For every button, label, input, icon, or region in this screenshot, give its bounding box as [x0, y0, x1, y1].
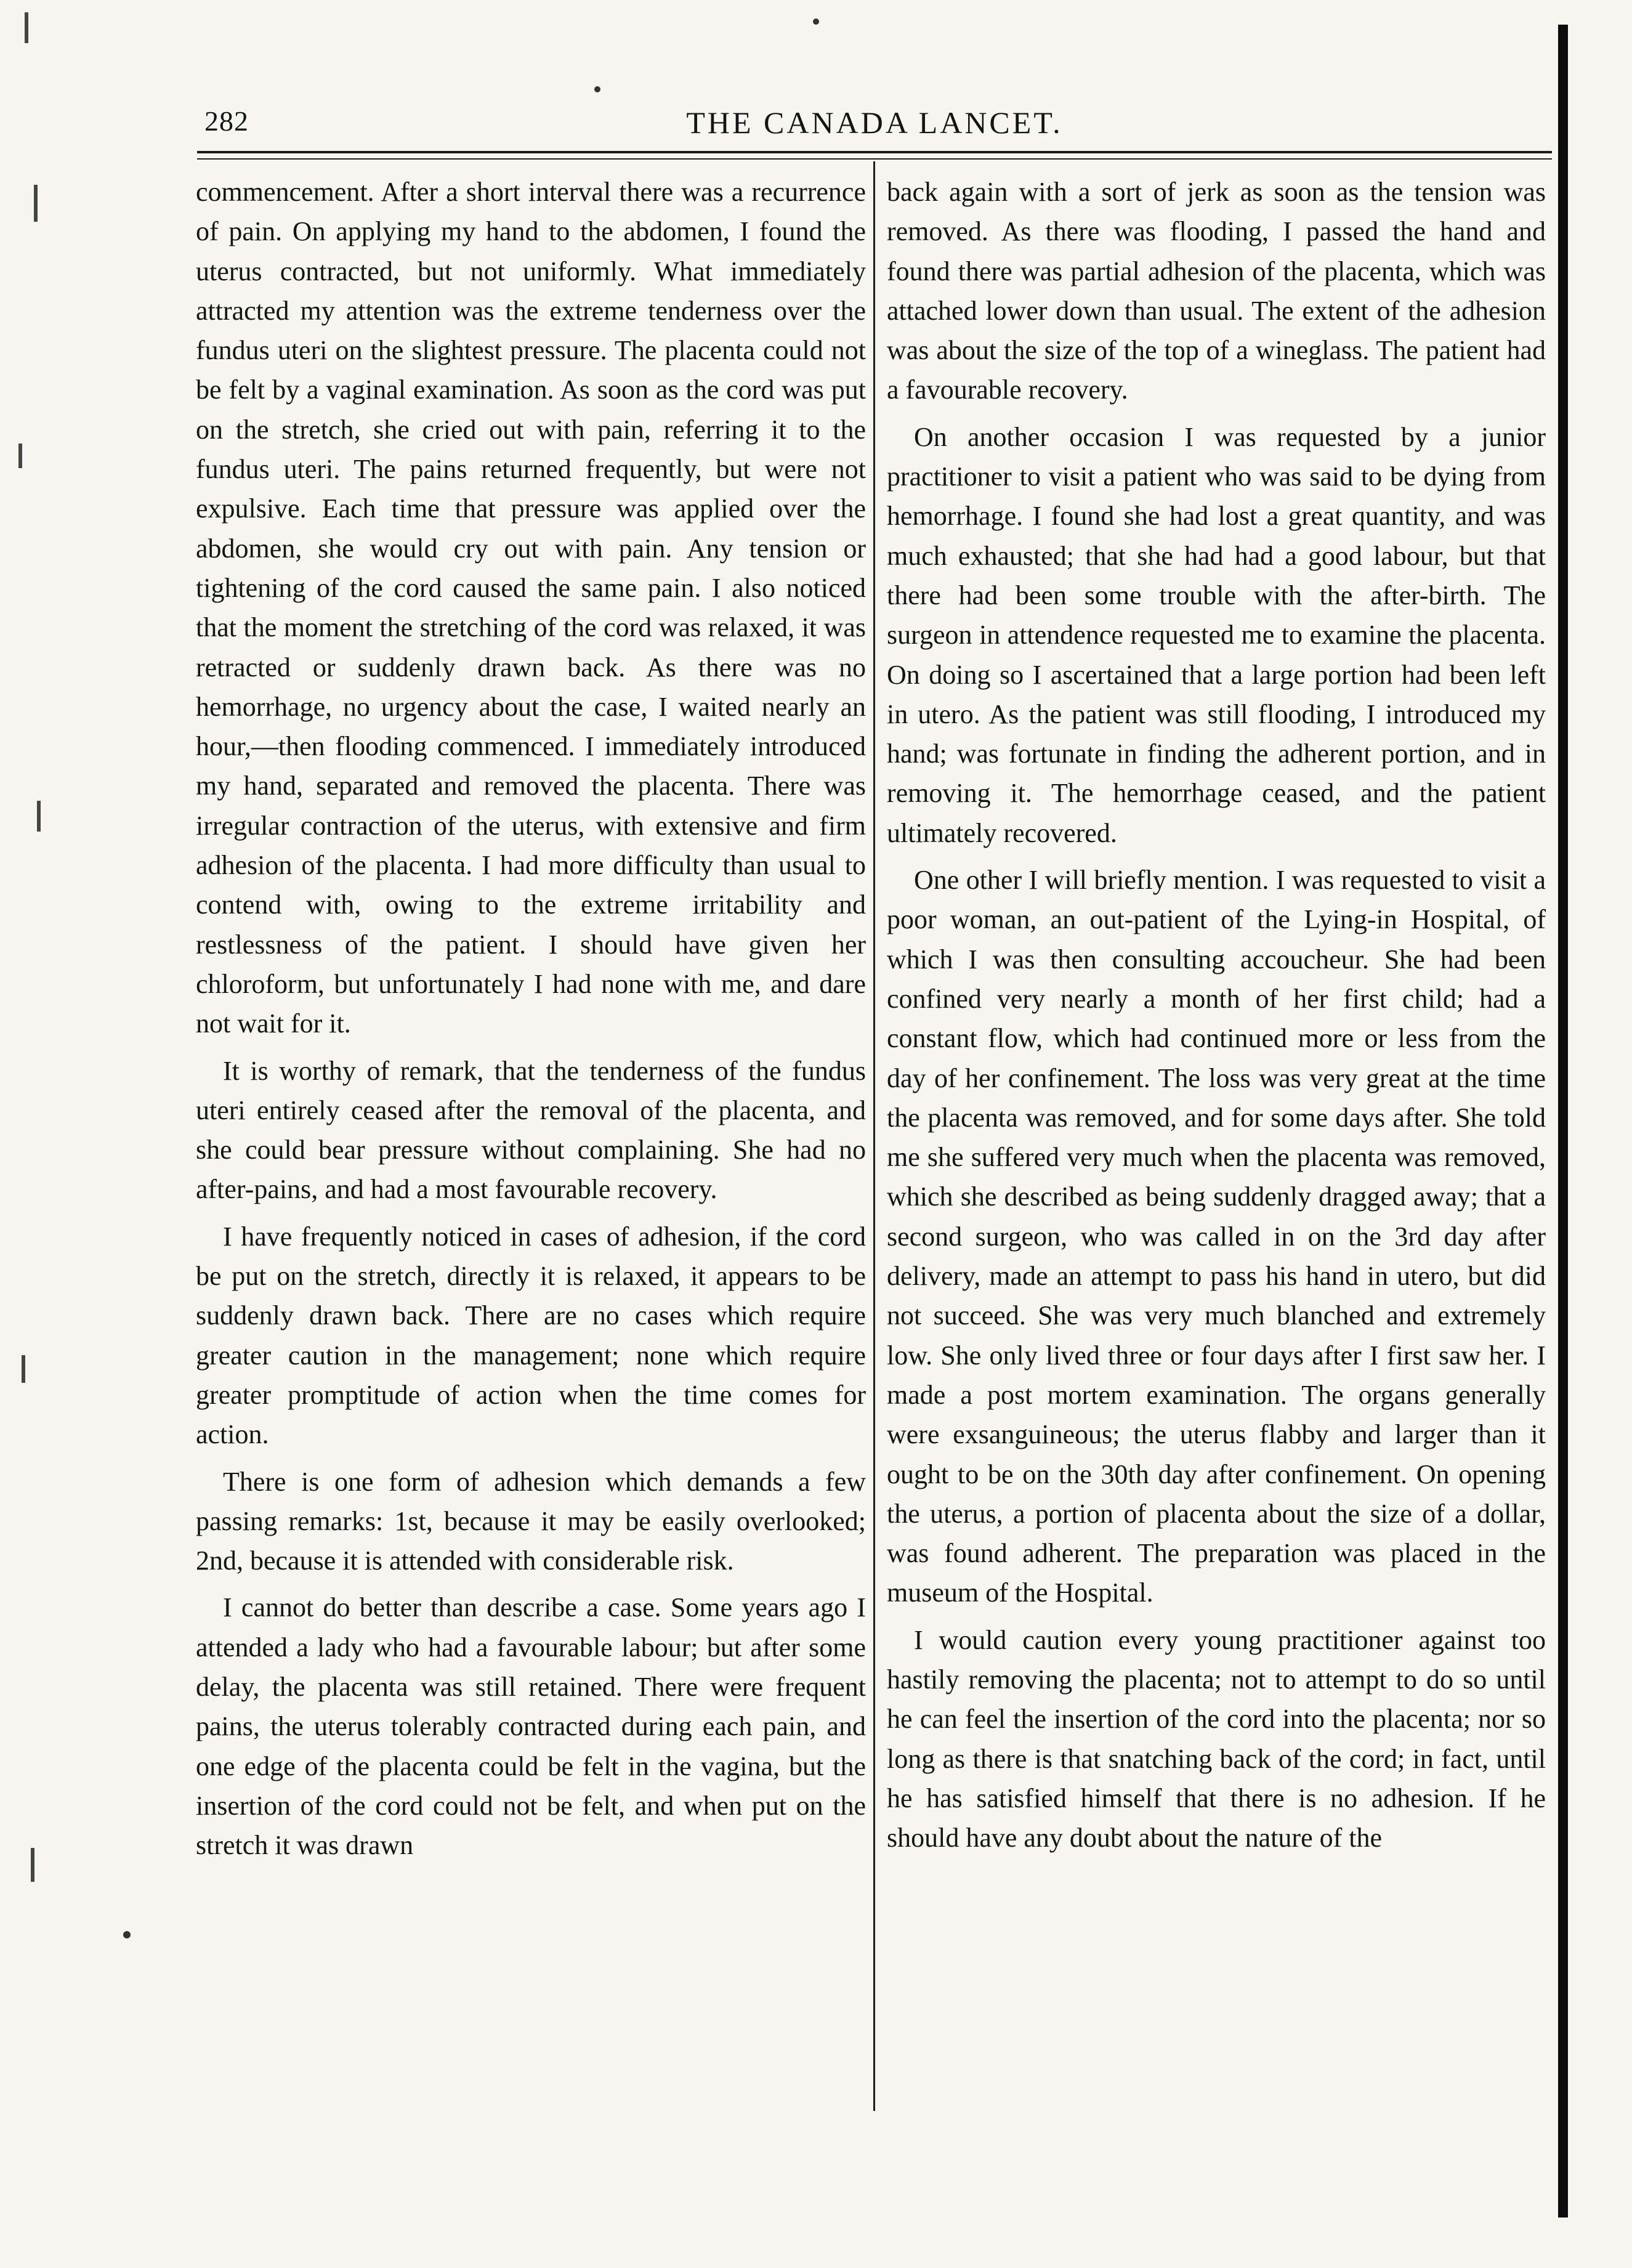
scan-speck — [22, 1355, 25, 1383]
page-edge-bar — [1558, 25, 1568, 2217]
right-column — [887, 172, 1546, 1865]
scan-speck — [31, 1848, 34, 1882]
header-rule-thin — [197, 158, 1552, 160]
header-rule — [197, 151, 1552, 153]
scan-speck — [25, 12, 28, 43]
column-divider — [873, 161, 875, 2111]
journal-title: THE CANADA LANCET. — [686, 105, 1063, 140]
scan-speck — [37, 801, 41, 832]
scan-speck — [34, 185, 38, 222]
paragraph: back again with a sort of jerk as soon as the tension was removed. As there was flooding, I passed the hand and found there was partial adhesion of the placenta, which was attached lower down than usual. The extent of the adhesion was about the size of the top of a wineglass. The patient had a favourable recovery. — [887, 177, 1546, 405]
paragraph: On another occasion I was requested by a junior practitioner to visit a patient who was said to be dying from hemorrhage. I found she had lost a great quantity, and was much exhausted; that she had had a good labour, but that there had been some trouble with the after-birth. The surgeon in attendence requested me to examine the placenta. On doing so I ascertained that a large portion had been left in utero. As the patient was still flooding, I introduced my hand; was fortunate in finding the adherent portion, and in removing it. The hemorrhage ceased, and the patient ultimately recovered. — [887, 421, 1546, 848]
page-number: 282 — [204, 105, 249, 137]
paragraph: commencement. After a short interval there was a recurrence of pain. On applying my hand to the abdomen, I found the uterus contracted, but not uniformly. What immediately attracted my attention was the extreme tenderness over the fundus uteri on the slightest pressure. The placenta could not be felt by a vaginal examination. As soon as the cord was put on the stretch, she cried out with pain, referring it to the fundus uteri. The pains returned frequently, but were not expulsive. Each time that pressure was applied over the abdomen, she would cry out with pain. Any tension or tightening of the cord caused the same pain. I also noticed that the moment the stretching of the cord was relaxed, it was retracted or suddenly drawn back. As there was no hemorrhage, no urgency about the case, I waited nearly an hour,—then flooding commenced. I immediately introduced my hand, separated and removed the placenta. There was irregular contraction of the uterus, with extensive and firm adhesion of the placenta. I had more difficulty than usual to contend with, owing to the extreme irritability and restlessness of the patient. I should have given her chloroform, but unfortunately I had none with me, and dare not wait for it. — [196, 177, 866, 1039]
paragraph: I have frequently noticed in cases of adhesion, if the cord be put on the stretch, directly it is relaxed, it appears to be suddenly drawn back. There are no cases which require greater caution in the management; none which require greater promptitude of action when the time comes for action. — [196, 1221, 866, 1450]
left-column — [196, 172, 866, 1873]
paragraph: I cannot do better than describe a case. Some years ago I attended a lady who had a favourable labour; but after some delay, the placenta was still retained. There were frequent pains, the uterus tolerably contracted during each pain, and one edge of the placenta could be felt in the vagina, but the insertion of the cord could not be felt, and when put on the stretch it was drawn — [196, 1592, 866, 1861]
scan-speck — [813, 18, 819, 25]
paragraph: One other I will briefly mention. I was requested to visit a poor woman, an out-patient of the Lying-in Hospital, of which I was then consulting accoucheur. She had been confined very nearly a month of her first child; had a constant flow, which had continued more or less from the day of her confinement. The loss was very great at the time the placenta was removed, and for some days after. She told me she suffered very much when the placenta was removed, which she described as being suddenly dragged away; that a second surgeon, who was called in on the 3rd day after delivery, made an attempt to pass his hand in utero, but did not succeed. She was very much blanched and extremely low. She only lived three or four days after I first saw her. I made a post mortem examination. The organs generally were exsanguineous; the uterus flabby and larger than it ought to be on the 30th day after confinement. On opening the uterus, a portion of placenta about the size of a dollar, was found adherent. The preparation was placed in the museum of the Hospital. — [887, 865, 1546, 1608]
paragraph: There is one form of adhesion which demands a few passing remarks: 1st, because it may be easily overlooked; 2nd, because it is attended with considerable risk. — [196, 1466, 866, 1576]
paragraph: It is worthy of remark, that the tenderness of the fundus uteri entirely ceased after the removal of the placenta, and she could bear pressure without complaining. She had no after-pains, and had a most favourable recovery. — [196, 1055, 866, 1205]
paragraph: I would caution every young practitioner against too hastily removing the placenta; not to attempt to do so until he can feel the insertion of the cord into the placenta; nor so long as there is that snatching back of the cord; in fact, until he has satisfied himself that there is no adhesion. If he should have any doubt about the nature of the — [887, 1624, 1546, 1853]
scan-speck — [594, 86, 600, 92]
scan-speck — [18, 443, 22, 468]
scan-speck — [123, 1931, 131, 1938]
